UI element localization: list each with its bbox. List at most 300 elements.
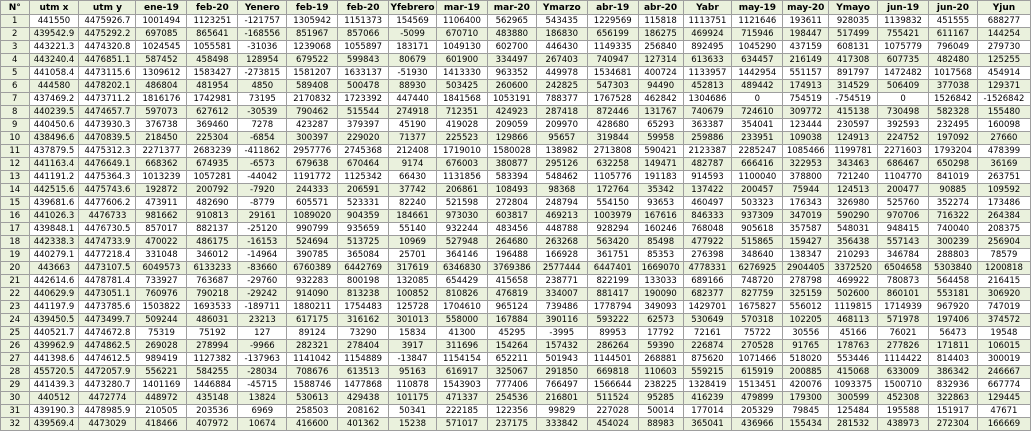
table-cell[interactable]: 306920: [977, 288, 1030, 301]
table-cell[interactable]: 616917: [436, 366, 487, 379]
table-cell[interactable]: 613513: [338, 366, 389, 379]
table-cell[interactable]: 122356: [487, 405, 536, 418]
table-cell[interactable]: 4470839.5: [79, 132, 136, 145]
row-number-cell[interactable]: 6: [1, 80, 30, 93]
table-cell[interactable]: 730498: [878, 106, 929, 119]
table-cell[interactable]: 184661: [389, 210, 437, 223]
table-cell[interactable]: 6760389: [287, 262, 338, 275]
table-cell[interactable]: 269028: [136, 340, 187, 353]
table-cell[interactable]: 278994: [187, 340, 238, 353]
table-cell[interactable]: 517499: [829, 28, 878, 41]
table-cell[interactable]: 1503822: [136, 301, 187, 314]
table-cell[interactable]: 295126: [536, 158, 587, 171]
table-cell[interactable]: 4473107.5: [79, 262, 136, 275]
table-cell[interactable]: 760976: [136, 288, 187, 301]
row-number-cell[interactable]: 14: [1, 184, 30, 197]
table-cell[interactable]: 129371: [977, 80, 1030, 93]
table-cell[interactable]: 3917: [389, 340, 437, 353]
table-cell[interactable]: 331048: [136, 249, 187, 262]
table-cell[interactable]: 15238: [389, 418, 437, 431]
table-cell[interactable]: 443663: [29, 262, 79, 275]
table-cell[interactable]: 513725: [338, 236, 389, 249]
table-cell[interactable]: 4476649.1: [79, 158, 136, 171]
table-cell[interactable]: 523331: [338, 197, 389, 210]
table-cell[interactable]: 415068: [829, 366, 878, 379]
table-cell[interactable]: 1723392: [338, 93, 389, 106]
table-cell[interactable]: 160246: [638, 223, 683, 236]
table-cell[interactable]: 264384: [977, 210, 1030, 223]
table-cell[interactable]: 365041: [683, 418, 732, 431]
table-cell[interactable]: 511524: [587, 392, 638, 405]
table-cell[interactable]: 4474657.7: [79, 106, 136, 119]
table-cell[interactable]: 1309612: [136, 67, 187, 80]
table-cell[interactable]: 1477868: [338, 379, 389, 392]
table-cell[interactable]: 872446: [587, 106, 638, 119]
table-cell[interactable]: 110603: [638, 366, 683, 379]
row-number-cell[interactable]: 7: [1, 93, 30, 106]
table-cell[interactable]: 260600: [487, 80, 536, 93]
table-cell[interactable]: 89953: [587, 327, 638, 340]
table-cell[interactable]: 94490: [638, 80, 683, 93]
table-cell[interactable]: 780873: [878, 275, 929, 288]
table-cell[interactable]: 171811: [929, 340, 978, 353]
table-cell[interactable]: 35342: [638, 184, 683, 197]
table-cell[interactable]: 268881: [638, 353, 683, 366]
table-cell[interactable]: 438496.6: [29, 132, 79, 145]
table-cell[interactable]: 437879.5: [29, 145, 79, 158]
table-cell[interactable]: 115818: [638, 15, 683, 28]
table-cell[interactable]: 191183: [638, 171, 683, 184]
table-cell[interactable]: 80679: [389, 54, 437, 67]
table-cell[interactable]: 4778331: [683, 262, 732, 275]
table-cell[interactable]: 582328: [929, 106, 978, 119]
column-header[interactable]: jun-20: [929, 1, 978, 15]
table-cell[interactable]: 777406: [487, 379, 536, 392]
table-cell[interactable]: 652211: [487, 353, 536, 366]
table-cell[interactable]: 571017: [436, 418, 487, 431]
table-cell[interactable]: 5303840: [929, 262, 978, 275]
table-cell[interactable]: 380877: [487, 158, 536, 171]
table-cell[interactable]: 471337: [436, 392, 487, 405]
table-cell[interactable]: 4850: [238, 80, 287, 93]
table-cell[interactable]: 174913: [783, 80, 829, 93]
table-cell[interactable]: 965124: [487, 301, 536, 314]
table-cell[interactable]: 7278: [238, 119, 287, 132]
table-cell[interactable]: 1114422: [878, 353, 929, 366]
table-cell[interactable]: 892495: [683, 41, 732, 54]
table-cell[interactable]: 132085: [389, 275, 437, 288]
table-cell[interactable]: 438973: [878, 418, 929, 431]
table-cell[interactable]: 503425: [436, 80, 487, 93]
table-cell[interactable]: 489442: [732, 80, 783, 93]
table-cell[interactable]: 198447: [783, 28, 829, 41]
table-cell[interactable]: 88983: [638, 418, 683, 431]
table-cell[interactable]: 822199: [587, 275, 638, 288]
table-cell[interactable]: 518020: [783, 353, 829, 366]
table-cell[interactable]: 503323: [732, 197, 783, 210]
table-cell[interactable]: 1778794: [587, 301, 638, 314]
table-cell[interactable]: 1055581: [187, 41, 238, 54]
table-cell[interactable]: 589408: [287, 80, 338, 93]
table-cell[interactable]: 553446: [829, 353, 878, 366]
table-cell[interactable]: 768048: [683, 223, 732, 236]
table-cell[interactable]: 128954: [238, 54, 287, 67]
table-cell[interactable]: 270528: [732, 340, 783, 353]
table-cell[interactable]: 238225: [638, 379, 683, 392]
table-cell[interactable]: 2123387: [683, 145, 732, 158]
table-cell[interactable]: 4473029: [79, 418, 136, 431]
table-cell[interactable]: 2957776: [287, 145, 338, 158]
table-cell[interactable]: 440450.6: [29, 119, 79, 132]
table-cell[interactable]: 587452: [136, 54, 187, 67]
table-cell[interactable]: 416600: [287, 418, 338, 431]
table-cell[interactable]: 1139832: [878, 15, 929, 28]
row-number-cell[interactable]: 9: [1, 119, 30, 132]
table-cell[interactable]: 415658: [487, 275, 536, 288]
table-cell[interactable]: 37742: [389, 184, 437, 197]
table-cell[interactable]: 256904: [977, 236, 1030, 249]
table-cell[interactable]: 590421: [638, 145, 683, 158]
table-cell[interactable]: 439450.5: [29, 314, 79, 327]
table-cell[interactable]: 633009: [878, 366, 929, 379]
table-cell[interactable]: 4477606.2: [79, 197, 136, 210]
table-cell[interactable]: 454914: [977, 67, 1030, 80]
table-cell[interactable]: 458498: [187, 54, 238, 67]
column-header[interactable]: feb-20: [338, 1, 389, 15]
table-cell[interactable]: 17792: [638, 327, 683, 340]
table-cell[interactable]: 374572: [977, 314, 1030, 327]
table-cell[interactable]: 1119815: [829, 301, 878, 314]
table-cell[interactable]: -121757: [238, 15, 287, 28]
table-cell[interactable]: 1446884: [187, 379, 238, 392]
table-cell[interactable]: 154569: [389, 15, 437, 28]
table-cell[interactable]: -29760: [238, 275, 287, 288]
table-cell[interactable]: 904359: [338, 210, 389, 223]
table-cell[interactable]: 50014: [638, 405, 683, 418]
table-cell[interactable]: 85353: [638, 249, 683, 262]
table-cell[interactable]: 4475364.3: [79, 171, 136, 184]
column-header[interactable]: may-20: [783, 1, 829, 15]
table-cell[interactable]: 486804: [136, 80, 187, 93]
table-cell[interactable]: 6447401: [587, 262, 638, 275]
table-cell[interactable]: 291850: [536, 366, 587, 379]
table-cell[interactable]: 82240: [389, 197, 437, 210]
row-number-cell[interactable]: 20: [1, 262, 30, 275]
table-cell[interactable]: 59390: [638, 340, 683, 353]
table-cell[interactable]: 259886: [683, 132, 732, 145]
row-number-cell[interactable]: 22: [1, 288, 30, 301]
table-cell[interactable]: 603817: [487, 210, 536, 223]
table-cell[interactable]: 1719010: [436, 145, 487, 158]
table-cell[interactable]: 230597: [829, 119, 878, 132]
table-cell[interactable]: 343463: [829, 158, 878, 171]
table-cell[interactable]: 468113: [829, 314, 878, 327]
table-cell[interactable]: 2745368: [338, 145, 389, 158]
table-cell[interactable]: 733927: [136, 275, 187, 288]
table-cell[interactable]: 530649: [683, 314, 732, 327]
table-cell[interactable]: 110878: [389, 379, 437, 392]
table-cell[interactable]: 584255: [187, 366, 238, 379]
table-cell[interactable]: 154264: [487, 340, 536, 353]
table-cell[interactable]: 679638: [287, 158, 338, 171]
table-cell[interactable]: 1675827: [732, 301, 783, 314]
table-cell[interactable]: 314529: [829, 80, 878, 93]
table-cell[interactable]: 990799: [287, 223, 338, 236]
row-number-cell[interactable]: 23: [1, 301, 30, 314]
table-cell[interactable]: 525760: [878, 197, 929, 210]
table-cell[interactable]: 208375: [977, 223, 1030, 236]
table-cell[interactable]: -6573: [238, 158, 287, 171]
table-cell[interactable]: 237175: [487, 418, 536, 431]
table-cell[interactable]: 415138: [829, 106, 878, 119]
table-cell[interactable]: 4473499.7: [79, 314, 136, 327]
table-cell[interactable]: 4472057.9: [79, 366, 136, 379]
table-cell[interactable]: 590290: [829, 210, 878, 223]
table-cell[interactable]: 1144501: [587, 353, 638, 366]
table-cell[interactable]: 721240: [829, 171, 878, 184]
table-cell[interactable]: 1125342: [338, 171, 389, 184]
table-cell[interactable]: 179300: [783, 392, 829, 405]
table-cell[interactable]: 1106400: [436, 15, 487, 28]
column-header[interactable]: may-19: [732, 1, 783, 15]
table-cell[interactable]: 668362: [136, 158, 187, 171]
table-cell[interactable]: 1057281: [187, 171, 238, 184]
table-cell[interactable]: 615919: [732, 366, 783, 379]
table-cell[interactable]: -44042: [238, 171, 287, 184]
table-cell[interactable]: 47671: [977, 405, 1030, 418]
table-cell[interactable]: 554150: [587, 197, 638, 210]
table-cell[interactable]: 1053191: [487, 93, 536, 106]
table-cell[interactable]: 1229569: [587, 15, 638, 28]
table-cell[interactable]: 124913: [829, 132, 878, 145]
table-cell[interactable]: 2904405: [783, 262, 829, 275]
table-cell[interactable]: 225523: [436, 132, 487, 145]
table-cell[interactable]: 6969: [238, 405, 287, 418]
table-cell[interactable]: 316162: [338, 314, 389, 327]
table-cell[interactable]: 2170832: [287, 93, 338, 106]
table-cell[interactable]: 173486: [977, 197, 1030, 210]
column-header[interactable]: feb-20: [187, 1, 238, 15]
table-cell[interactable]: 865641: [187, 28, 238, 41]
table-cell[interactable]: 667774: [977, 379, 1030, 392]
table-cell[interactable]: 79845: [783, 405, 829, 418]
table-cell[interactable]: 363387: [683, 119, 732, 132]
table-cell[interactable]: 740679: [683, 106, 732, 119]
table-cell[interactable]: 1017568: [929, 67, 978, 80]
table-cell[interactable]: 682377: [683, 288, 732, 301]
table-cell[interactable]: 3769386: [487, 262, 536, 275]
table-cell[interactable]: 85498: [638, 236, 683, 249]
table-cell[interactable]: 195588: [878, 405, 929, 418]
table-cell[interactable]: 500478: [338, 80, 389, 93]
table-cell[interactable]: 6442769: [338, 262, 389, 275]
table-cell[interactable]: 558000: [436, 314, 487, 327]
table-cell[interactable]: 627612: [187, 106, 238, 119]
table-cell[interactable]: 210293: [829, 249, 878, 262]
table-cell[interactable]: 910813: [187, 210, 238, 223]
table-cell[interactable]: 679522: [287, 54, 338, 67]
table-cell[interactable]: 6504658: [878, 262, 929, 275]
table-cell[interactable]: 1841568: [436, 93, 487, 106]
table-cell[interactable]: 151917: [929, 405, 978, 418]
table-cell[interactable]: 1049130: [436, 41, 487, 54]
table-cell[interactable]: 27660: [977, 132, 1030, 145]
table-cell[interactable]: 4474733.9: [79, 236, 136, 249]
table-cell[interactable]: 417308: [829, 54, 878, 67]
table-cell[interactable]: 597073: [136, 106, 187, 119]
table-cell[interactable]: 1127382: [187, 353, 238, 366]
table-cell[interactable]: 133033: [638, 275, 683, 288]
table-cell[interactable]: -25120: [238, 223, 287, 236]
table-cell[interactable]: -189711: [238, 301, 287, 314]
table-cell[interactable]: 4475292.2: [79, 28, 136, 41]
table-cell[interactable]: 95285: [638, 392, 683, 405]
table-cell[interactable]: 666416: [732, 158, 783, 171]
table-cell[interactable]: 530613: [287, 392, 338, 405]
table-cell[interactable]: 608131: [829, 41, 878, 54]
table-cell[interactable]: 932244: [436, 223, 487, 236]
table-cell[interactable]: 599843: [338, 54, 389, 67]
table-cell[interactable]: 212408: [389, 145, 437, 158]
row-number-cell[interactable]: 2: [1, 28, 30, 41]
table-cell[interactable]: 196488: [487, 249, 536, 262]
table-cell[interactable]: 227028: [587, 405, 638, 418]
table-cell[interactable]: 4476851.1: [79, 54, 136, 67]
table-cell[interactable]: 129445: [977, 392, 1030, 405]
table-cell[interactable]: 543435: [536, 15, 587, 28]
table-cell[interactable]: 0: [732, 93, 783, 106]
table-cell[interactable]: 1633137: [338, 67, 389, 80]
table-cell[interactable]: 19548: [977, 327, 1030, 340]
table-cell[interactable]: 441026.3: [29, 210, 79, 223]
table-cell[interactable]: 454024: [587, 418, 638, 431]
table-cell[interactable]: 73290: [338, 327, 389, 340]
table-cell[interactable]: 334007: [536, 288, 587, 301]
table-cell[interactable]: 440521.7: [29, 327, 79, 340]
table-cell[interactable]: 562965: [487, 15, 536, 28]
table-cell[interactable]: 455720.5: [29, 366, 79, 379]
table-cell[interactable]: 73195: [238, 93, 287, 106]
column-header[interactable]: mar-20: [487, 1, 536, 15]
table-cell[interactable]: 881417: [587, 288, 638, 301]
row-number-cell[interactable]: 13: [1, 171, 30, 184]
table-cell[interactable]: 300397: [287, 132, 338, 145]
table-cell[interactable]: 564458: [929, 275, 978, 288]
table-cell[interactable]: 437159: [783, 41, 829, 54]
table-cell[interactable]: 937309: [732, 210, 783, 223]
table-cell[interactable]: 441058.4: [29, 67, 79, 80]
table-cell[interactable]: 932283: [287, 275, 338, 288]
table-cell[interactable]: 416239: [683, 392, 732, 405]
table-cell[interactable]: 386342: [929, 366, 978, 379]
table-cell[interactable]: 30556: [783, 327, 829, 340]
table-cell[interactable]: 4473280.7: [79, 379, 136, 392]
table-cell[interactable]: 914593: [683, 171, 732, 184]
table-cell[interactable]: 441191.2: [29, 171, 79, 184]
table-cell[interactable]: 178763: [829, 340, 878, 353]
table-cell[interactable]: 441398.6: [29, 353, 79, 366]
table-cell[interactable]: 1199781: [829, 145, 878, 158]
table-cell[interactable]: 242825: [536, 80, 587, 93]
table-cell[interactable]: 264680: [487, 236, 536, 249]
table-cell[interactable]: 443221.3: [29, 41, 79, 54]
table-cell[interactable]: 1669070: [638, 262, 683, 275]
table-cell[interactable]: 45190: [389, 119, 437, 132]
table-cell[interactable]: 4474672.8: [79, 327, 136, 340]
table-cell[interactable]: 23213: [238, 314, 287, 327]
table-cell[interactable]: 1714939: [878, 301, 929, 314]
table-cell[interactable]: 75319: [136, 327, 187, 340]
table-cell[interactable]: 248794: [536, 197, 587, 210]
table-cell[interactable]: -8779: [238, 197, 287, 210]
table-cell[interactable]: 832936: [929, 379, 978, 392]
table-cell[interactable]: 563420: [587, 236, 638, 249]
table-cell[interactable]: 309772: [783, 106, 829, 119]
table-cell[interactable]: -13847: [389, 353, 437, 366]
table-cell[interactable]: 1191772: [287, 171, 338, 184]
table-cell[interactable]: 209059: [487, 119, 536, 132]
column-header[interactable]: N°: [1, 1, 30, 15]
table-cell[interactable]: 444580: [29, 80, 79, 93]
table-cell[interactable]: 437469.2: [29, 93, 79, 106]
table-cell[interactable]: 208162: [338, 405, 389, 418]
table-cell[interactable]: 400724: [638, 67, 683, 80]
table-cell[interactable]: 914090: [287, 288, 338, 301]
table-cell[interactable]: 325067: [487, 366, 536, 379]
table-cell[interactable]: 1045290: [732, 41, 783, 54]
table-cell[interactable]: 1581207: [287, 67, 338, 80]
table-cell[interactable]: 860101: [878, 288, 929, 301]
table-cell[interactable]: 1075779: [878, 41, 929, 54]
table-cell[interactable]: 1513451: [732, 379, 783, 392]
table-cell[interactable]: 440512: [29, 392, 79, 405]
column-header[interactable]: jun-19: [878, 1, 929, 15]
table-cell[interactable]: 75944: [783, 184, 829, 197]
table-cell[interactable]: 56473: [929, 327, 978, 340]
table-cell[interactable]: 611167: [929, 28, 978, 41]
table-cell[interactable]: 1305942: [287, 15, 338, 28]
table-cell[interactable]: 481954: [187, 80, 238, 93]
table-cell[interactable]: 282321: [287, 340, 338, 353]
table-cell[interactable]: 973030: [436, 210, 487, 223]
table-cell[interactable]: 177014: [683, 405, 732, 418]
table-cell[interactable]: 440629.9: [29, 288, 79, 301]
table-cell[interactable]: 891797: [829, 67, 878, 80]
table-cell[interactable]: 448788: [536, 223, 587, 236]
table-cell[interactable]: 392593: [878, 119, 929, 132]
table-cell[interactable]: 216801: [536, 392, 587, 405]
table-cell[interactable]: -137963: [238, 353, 287, 366]
table-cell[interactable]: 670710: [436, 28, 487, 41]
table-cell[interactable]: 300019: [977, 353, 1030, 366]
table-cell[interactable]: 506409: [878, 80, 929, 93]
table-cell[interactable]: 442614.6: [29, 275, 79, 288]
table-cell[interactable]: 715946: [732, 28, 783, 41]
table-cell[interactable]: 90885: [929, 184, 978, 197]
table-cell[interactable]: 674935: [187, 158, 238, 171]
table-cell[interactable]: 155434: [783, 418, 829, 431]
table-cell[interactable]: 95657: [536, 132, 587, 145]
table-cell[interactable]: 88930: [389, 80, 437, 93]
table-cell[interactable]: 1141042: [287, 353, 338, 366]
table-cell[interactable]: 200885: [783, 366, 829, 379]
table-cell[interactable]: 274918: [389, 106, 437, 119]
row-number-cell[interactable]: 28: [1, 366, 30, 379]
table-cell[interactable]: 322863: [929, 392, 978, 405]
table-cell[interactable]: 989419: [136, 353, 187, 366]
table-cell[interactable]: 287418: [536, 106, 587, 119]
table-cell[interactable]: 827759: [732, 288, 783, 301]
